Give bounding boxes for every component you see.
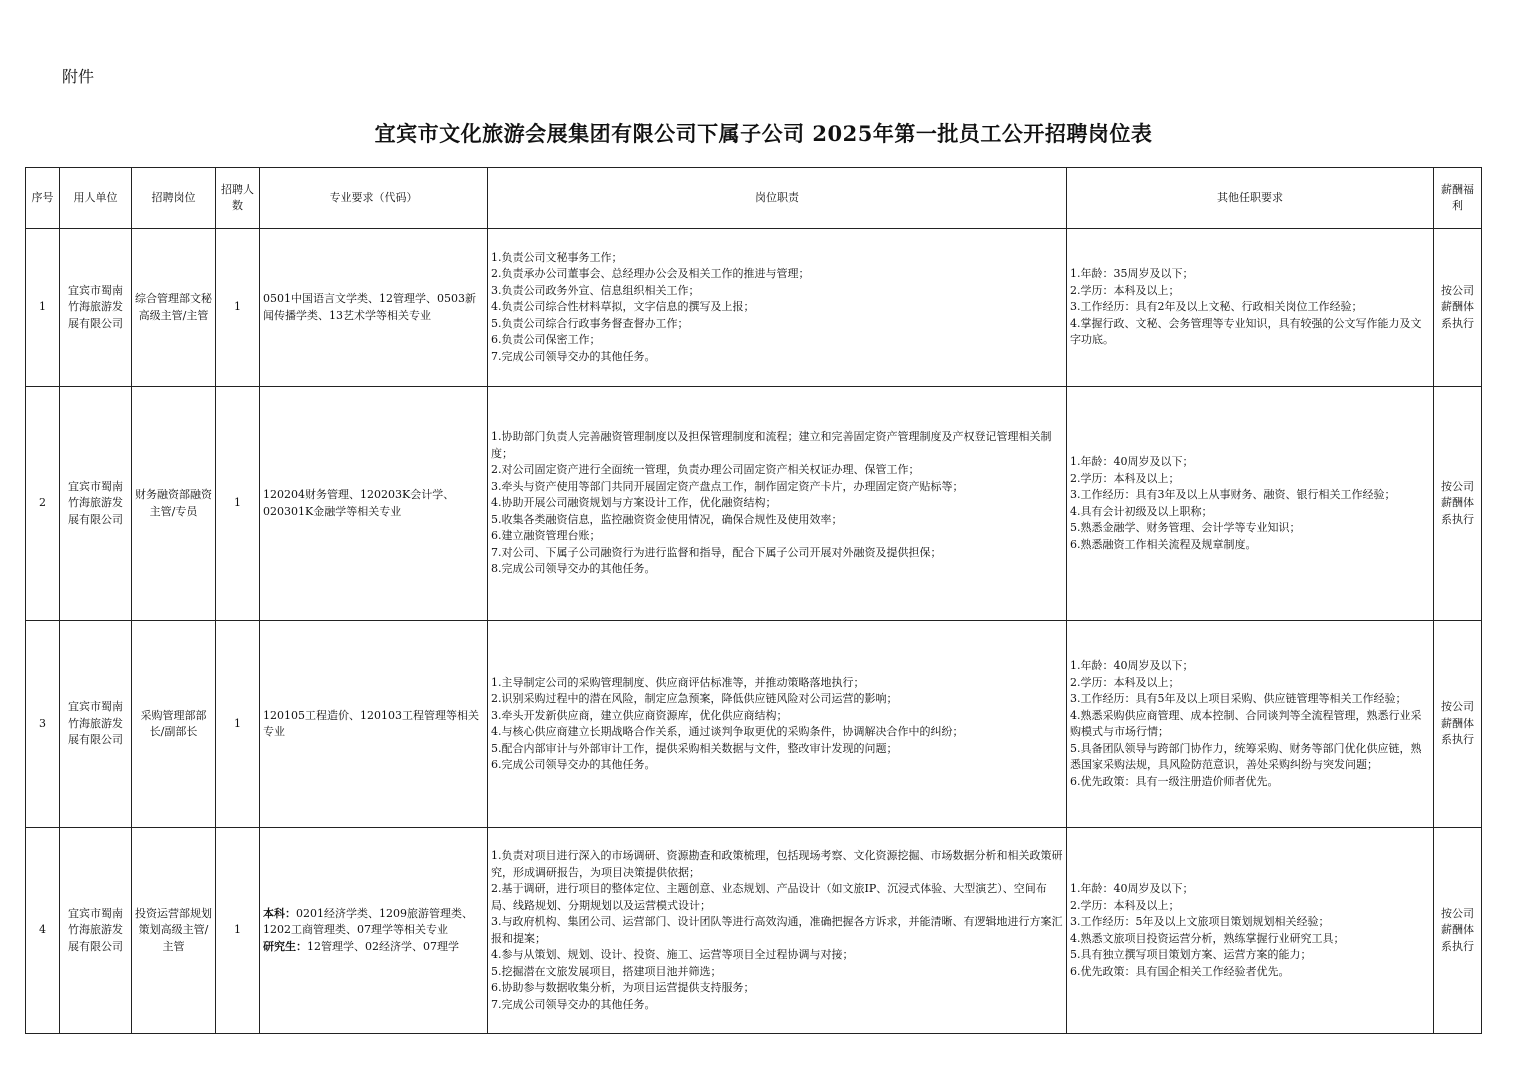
major-line-2 [263, 939, 484, 956]
row-major [260, 229, 488, 387]
requirement-item: 3.工作经历：5年及以上文旅项目策划规划相关经验； [1070, 915, 1330, 928]
duty-item: 1.主导制定公司的采购管理制度、供应商评估标准等，并推动策略落地执行； [491, 675, 865, 689]
duty-item: 8.完成公司领导交办的其他任务。 [491, 562, 656, 576]
duty-item: 6.完成公司领导交办的其他任务。 [491, 758, 656, 771]
major-line-2-text: 12管理学、02经济学、07理学 [307, 939, 459, 953]
attachment-label: 附件 [62, 67, 95, 86]
row-position: 财务融资部融资主管/专员 [132, 387, 216, 621]
row-requirements [1067, 387, 1434, 621]
row-unit: 宜宾市蜀南竹海旅游发展有限公司 [60, 229, 132, 387]
requirement-item: 3.工作经历：具有5年及以上项目采购、供应链管理等相关工作经验； [1070, 692, 1407, 705]
duty-item: 7.完成公司领导交办的其他任务。 [491, 997, 656, 1011]
requirement-item: 6.优先政策：具有一级注册造价师者优先。 [1070, 774, 1279, 788]
major-line-2-label: 研究生： [263, 939, 307, 953]
row-salary: 按公司薪酬体系执行 [1434, 621, 1482, 828]
major-line-1-text: 0501中国语言文学类、12管理学、0503新闻传播学类、13艺术学等相关专业 [263, 292, 476, 322]
row-requirements [1067, 621, 1434, 828]
header-position: 招聘岗位 [132, 168, 216, 229]
row-duties [488, 828, 1067, 1034]
duty-item: 4.负责公司综合性材料草拟，文字信息的撰写及上报； [491, 300, 755, 314]
duty-item: 5.收集各类融资信息，监控融资资金使用情况，确保合规性及使用效率； [491, 512, 843, 526]
row-count: 1 [216, 229, 260, 387]
header-requirements: 其他任职要求 [1067, 168, 1434, 229]
header-duties: 岗位职责 [488, 168, 1067, 229]
row-seq: 4 [26, 828, 60, 1034]
major-line-1 [263, 487, 484, 520]
row-major [260, 828, 488, 1034]
row-unit: 宜宾市蜀南竹海旅游发展有限公司 [60, 387, 132, 621]
table-row [26, 229, 1482, 387]
requirement-item: 1.年龄：40周岁及以下； [1070, 659, 1194, 672]
row-position: 综合管理部文秘高级主管/主管 [132, 229, 216, 387]
row-salary: 按公司薪酬体系执行 [1434, 828, 1482, 1034]
duty-item: 7.完成公司领导交办的其他任务。 [491, 349, 656, 363]
table-row [26, 621, 1482, 828]
row-requirements [1067, 229, 1434, 387]
duty-item: 6.建立融资管理台账； [491, 529, 601, 543]
row-duties [488, 387, 1067, 621]
requirement-item: 4.具有会计初级及以上职称； [1070, 504, 1213, 518]
duty-item: 4.参与从策划、规划、设计、投资、施工、运营等项目全过程协调与对接； [491, 948, 854, 961]
requirement-item: 1.年龄：35周岁及以下； [1070, 267, 1194, 281]
row-major [260, 621, 488, 828]
header-major: 专业要求（代码） [260, 168, 488, 229]
row-count: 1 [216, 828, 260, 1034]
row-duties [488, 229, 1067, 387]
duty-item: 1.协助部门负责人完善融资管理制度以及担保管理制度和流程；建立和完善固定资产管理制度及产权登记管理相关制度； [491, 430, 1052, 460]
duty-item: 2.对公司固定资产进行全面统一管理，负责办理公司固定资产相关权证办理、保管工作； [491, 463, 920, 477]
major-line-1-text: 120105工程造价、120103工程管理等相关专业 [263, 708, 479, 738]
duty-item: 2.基于调研，进行项目的整体定位、主题创意、业态规划、产品设计（如文旅IP、沉浸式体验、大型演艺）、空间布局、线路规划、分期规划以及运营模式设计； [491, 882, 1047, 912]
header-unit: 用人单位 [60, 168, 132, 229]
requirement-item: 2.学历：本科及以上； [1070, 283, 1180, 297]
duty-item: 1.负责对项目进行深入的市场调研、资源勘查和政策梳理，包括现场考察、文化资源挖掘、市场数据分析和相关政策研究，形成调研报告，为项目决策提供依据； [491, 849, 1063, 879]
header-seq: 序号 [26, 168, 60, 229]
requirement-item: 4.掌握行政、文秘、会务管理等专业知识，具有较强的公文写作能力及文字功底。 [1070, 316, 1422, 347]
requirement-item: 4.熟悉采购供应商管理、成本控制、合同谈判等全流程管理，熟悉行业采购模式与市场行情； [1070, 708, 1422, 738]
requirement-item: 1.年龄：40周岁及以下； [1070, 882, 1194, 895]
duty-item: 6.协助参与数据收集分析，为项目运营提供支持服务； [491, 981, 755, 994]
document-title: 宜宾市文化旅游会展集团有限公司下属子公司 2025年第一批员工公开招聘岗位表 [374, 121, 1153, 146]
major-line-1-text: 0201经济学类、1209旅游管理类、1202工商管理类、07理学等相关专业 [263, 906, 473, 937]
row-unit: 宜宾市蜀南竹海旅游发展有限公司 [60, 621, 132, 828]
duty-item: 3.与政府机构、集团公司、运营部门、设计团队等进行高效沟通，准确把握各方诉求，并能清晰、有逻辑地进行方案汇报和提案； [491, 915, 1063, 945]
row-salary: 按公司薪酬体系执行 [1434, 229, 1482, 387]
requirement-item: 5.具有独立撰写项目策划方案、运营方案的能力； [1070, 948, 1312, 961]
table-row [26, 828, 1482, 1034]
row-position: 投资运营部规划策划高级主管/主管 [132, 828, 216, 1034]
requirement-item: 3.工作经历：具有3年及以上从事财务、融资、银行相关工作经验； [1070, 488, 1396, 501]
row-position: 采购管理部部长/副部长 [132, 621, 216, 828]
requirement-item: 2.学历：本科及以上； [1070, 898, 1180, 912]
major-line-1 [263, 906, 484, 939]
duty-item: 3.负责公司政务外宣、信息组织相关工作； [491, 283, 700, 297]
major-line-1-label: 本科： [263, 906, 296, 920]
major-line-1-text: 120204财务管理、120203K会计学、020301K金融学等相关专业 [263, 488, 455, 518]
header-count: 招聘人数 [216, 168, 260, 229]
requirement-item: 2.学历：本科及以上； [1070, 471, 1180, 485]
duty-item: 2.识别采购过程中的潜在风险，制定应急预案，降低供应链风险对公司运营的影响； [491, 692, 898, 705]
major-line-1 [263, 708, 484, 741]
row-count: 1 [216, 621, 260, 828]
row-duties [488, 621, 1067, 828]
row-salary: 按公司薪酬体系执行 [1434, 387, 1482, 621]
duty-item: 3.牵头与资产使用等部门共同开展固定资产盘点工作，制作固定资产卡片，办理固定资产贴标等； [491, 479, 964, 493]
duty-item: 4.与核心供应商建立长期战略合作关系，通过谈判争取更优的采购条件，协调解决合作中的纠纷； [491, 725, 964, 738]
requirement-item: 3.工作经历：具有2年及以上文秘、行政相关岗位工作经验； [1070, 300, 1363, 314]
row-seq: 1 [26, 229, 60, 387]
row-major [260, 387, 488, 621]
row-seq: 3 [26, 621, 60, 828]
duty-item: 2.负责承办公司董事会、总经理办公会及相关工作的推进与管理； [491, 267, 810, 281]
duty-item: 5.挖掘潜在文旅发展项目，搭建项目池并筛选； [491, 964, 722, 978]
duty-item: 3.牵头开发新供应商，建立供应商资源库，优化供应商结构； [491, 708, 788, 722]
duty-item: 5.配合内部审计与外部审计工作，提供采购相关数据与文件，整改审计发现的问题； [491, 741, 898, 755]
requirement-item: 6.熟悉融资工作相关流程及规章制度。 [1070, 537, 1257, 551]
duty-item: 7.对公司、下属子公司融资行为进行监督和指导，配合下属子公司开展对外融资及提供担保； [491, 545, 942, 559]
requirement-item: 4.熟悉文旅项目投资运营分析，熟练掌握行业研究工具； [1070, 931, 1345, 945]
row-requirements [1067, 828, 1434, 1034]
row-count: 1 [216, 387, 260, 621]
table-header-row [26, 168, 1482, 229]
duty-item: 1.负责公司文秘事务工作； [491, 250, 623, 264]
recruitment-table [25, 167, 1482, 1034]
requirement-item: 5.具备团队领导与跨部门协作力，统筹采购、财务等部门优化供应链，熟悉国家采购法规，具风险防范意识，善处采购纠纷与突发问题； [1070, 741, 1422, 771]
table-row [26, 387, 1482, 621]
requirement-item: 2.学历：本科及以上； [1070, 675, 1180, 689]
requirement-item: 6.优先政策：具有国企相关工作经验者优先。 [1070, 964, 1290, 978]
major-line-1 [263, 291, 484, 324]
duty-item: 4.协助开展公司融资规划与方案设计工作，优化融资结构； [491, 496, 777, 510]
requirement-item: 5.熟悉金融学、财务管理、会计学等专业知识； [1070, 521, 1301, 534]
row-seq: 2 [26, 387, 60, 621]
duty-item: 5.负责公司综合行政事务督查督办工作； [491, 316, 689, 330]
requirement-item: 1.年龄：40周岁及以下； [1070, 455, 1194, 468]
row-unit: 宜宾市蜀南竹海旅游发展有限公司 [60, 828, 132, 1034]
duty-item: 6.负责公司保密工作； [491, 333, 601, 347]
header-salary: 薪酬福利 [1434, 168, 1482, 229]
